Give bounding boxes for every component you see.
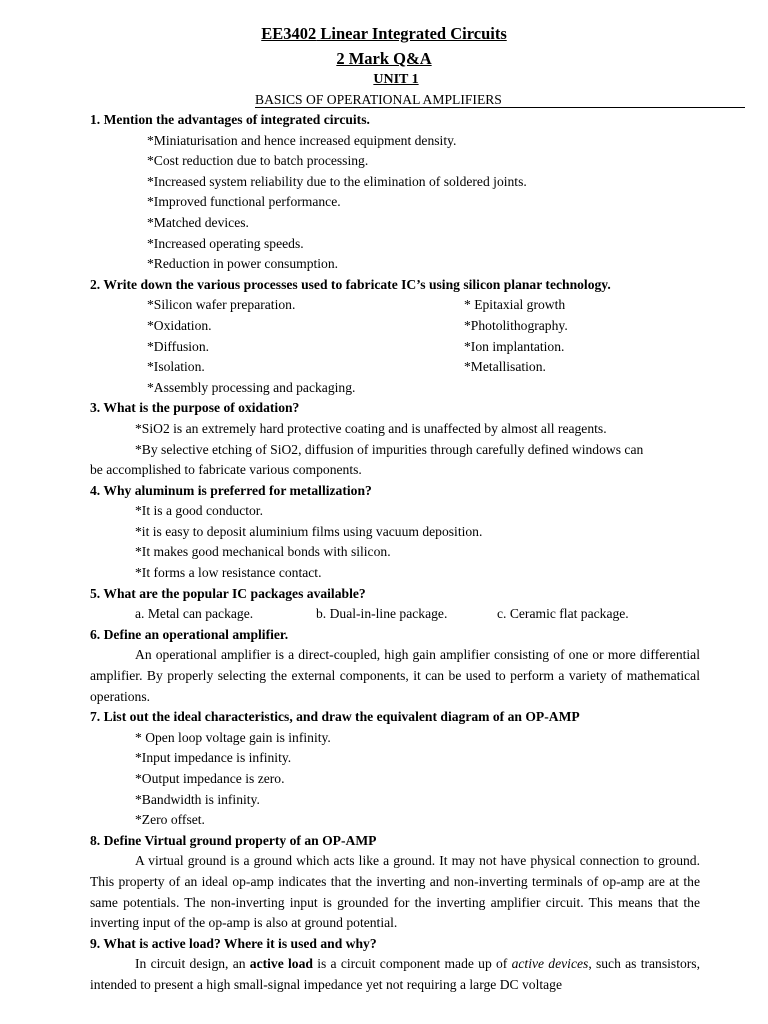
answer-paragraph: A virtual ground is a ground which acts like a ground. It may not have physical connection to ground. This property of an ideal op-amp indicates that the inverting and non-inverting terminals of op-amp are at the same potentials. The non-inverting input is grounded for the inverting amplifier circuit. This means that the inverting input of the op-amp is also at ground potential. xyxy=(90,853,700,931)
course-heading xyxy=(0,22,768,46)
package-item: c. Ceramic flat package. xyxy=(497,606,629,622)
course-title: Linear Integrated Circuits xyxy=(316,24,507,43)
list-item: *Output impedance is zero. xyxy=(135,771,285,786)
list-item: *Bandwidth is infinity. xyxy=(135,791,260,807)
list-item: *It forms a low resistance contact. xyxy=(135,565,322,581)
subtitle: 2 Mark Q&A xyxy=(336,49,432,68)
unit-label: UNIT 1 xyxy=(373,72,419,87)
list-item: *It is a good conductor. xyxy=(135,503,263,519)
list-item: *Reduction in power consumption. xyxy=(147,256,339,272)
process-item: *Oxidation. xyxy=(147,317,212,333)
question-5-title: 5. What are the popular IC packages available? xyxy=(90,585,366,601)
list-item: *By selective etching of SiO2, diffusion of impurities through carefully defined windows can xyxy=(135,441,644,457)
package-item: b. Dual-in-line package. xyxy=(316,606,448,622)
process-row xyxy=(90,357,700,378)
process-item: * Epitaxial growth xyxy=(464,297,566,313)
process-item: *Silicon wafer preparation. xyxy=(147,297,296,313)
question-8-title: 8. Define Virtual ground property of an OP-AMP xyxy=(90,832,377,848)
list-item: * Open loop voltage gain is infinity. xyxy=(135,729,331,745)
process-row xyxy=(90,316,700,337)
process-item: *Metallisation. xyxy=(464,359,546,375)
process-row xyxy=(90,337,700,358)
package-item: a. Metal can package. xyxy=(135,606,254,622)
document-body xyxy=(90,110,700,996)
list-item: *Increased system reliability due to the elimination of soldered joints. xyxy=(147,173,527,189)
emphasis-active-devices: active devices xyxy=(511,956,589,972)
question-3-title: 3. What is the purpose of oxidation? xyxy=(90,400,300,416)
process-item: *Isolation. xyxy=(147,359,205,375)
question-1-title: 1. Mention the advantages of integrated circuits. xyxy=(90,112,370,127)
answer-paragraph: In circuit design, an active load is a circuit component made up of active devices, such as transistors, intended to present a high small-signal impedance yet not requiring a large DC voltage xyxy=(90,956,701,992)
list-item: *Improved functional performance. xyxy=(147,194,341,210)
list-item: *Cost reduction due to batch processing. xyxy=(147,153,369,169)
unit-title: BASICS OF OPERATIONAL AMPLIFIERS xyxy=(255,90,745,108)
list-item: *it is easy to deposit aluminium films using vacuum deposition. xyxy=(135,523,483,539)
list-item: *Matched devices. xyxy=(147,214,249,230)
question-7-title: 7. List out the ideal characteristics, and draw the equivalent diagram of an OP-AMP xyxy=(90,709,580,725)
package-row xyxy=(90,604,700,625)
question-4-title: 4. Why aluminum is preferred for metallization? xyxy=(90,482,372,498)
list-item-continuation: be accomplished to fabricate various components. xyxy=(90,462,362,478)
question-6-title: 6. Define an operational amplifier. xyxy=(90,626,289,642)
list-item: *It makes good mechanical bonds with silicon. xyxy=(135,544,391,560)
process-item: *Photolithography. xyxy=(464,317,568,333)
list-item: *Zero offset. xyxy=(135,812,205,828)
list-item: *Increased operating speeds. xyxy=(147,235,304,251)
process-row xyxy=(90,295,700,316)
process-item: *Diffusion. xyxy=(147,338,210,354)
list-item: *Miniaturisation and hence increased equipment density. xyxy=(147,132,457,148)
emphasis-active-load: active load xyxy=(249,956,313,972)
process-item: *Assembly processing and packaging. xyxy=(147,379,356,395)
list-item: *Input impedance is infinity. xyxy=(135,750,292,766)
question-2-title: 2. Write down the various processes used to fabricate IC’s using silicon planar technology. xyxy=(90,276,611,292)
answer-paragraph: An operational amplifier is a direct-coupled, high gain amplifier consisting of one or more differential amplifier. By properly selecting the external components, it can be used to perform a variety of mathematical operations. xyxy=(90,647,700,704)
question-9-title: 9. What is active load? Where it is used and why? xyxy=(90,935,377,951)
course-code: EE3402 xyxy=(261,24,317,43)
list-item: *SiO2 is an extremely hard protective coating and is unaffected by almost all reagents. xyxy=(135,420,607,436)
process-item: *Ion implantation. xyxy=(464,338,565,354)
